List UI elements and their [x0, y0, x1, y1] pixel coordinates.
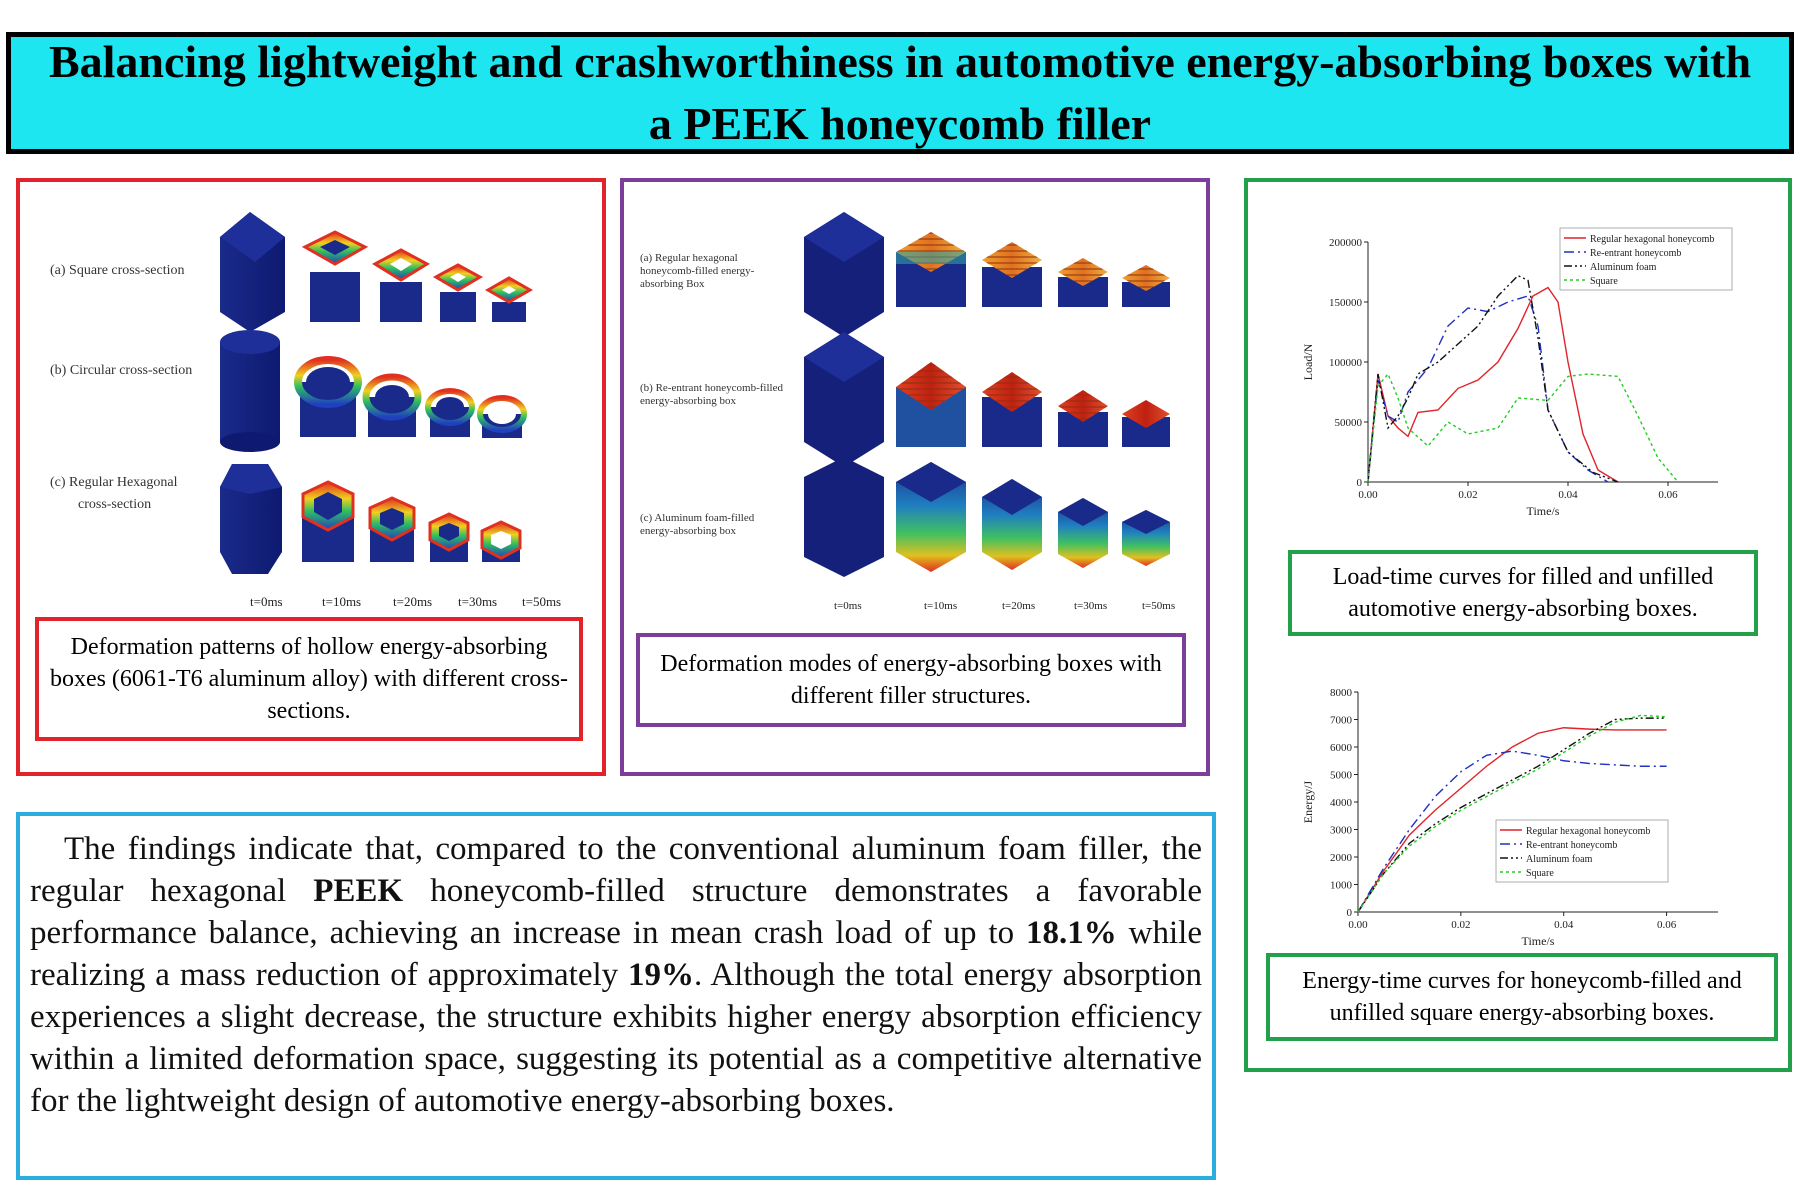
foam-filled-box-t50: [1122, 510, 1170, 566]
hexagonal-box-t20: [370, 498, 414, 562]
y-axis-label: Energy/J: [1301, 780, 1315, 824]
time-label-30: t=30ms: [1074, 600, 1108, 612]
filled-boxes-figure: [804, 212, 1204, 612]
panel2-caption-text: Deformation modes of energy-absorbing boxes with different filler structures.: [660, 651, 1162, 709]
summary-text-box: [16, 812, 1216, 1180]
reentrant-filled-box-t50: [1122, 400, 1170, 447]
foam-filled-box-t30: [1058, 498, 1108, 568]
y-axis-label: Load/N: [1301, 343, 1315, 381]
row-label-square: (a) Square cross-section: [50, 263, 185, 278]
series-line-3: [1358, 715, 1667, 912]
x-tick-label: 0.04: [1558, 489, 1578, 501]
load-time-chart: [1298, 222, 1738, 522]
foam-filled-box-t0: [804, 457, 884, 577]
circular-box-t20: [366, 377, 418, 437]
time-label-20: t=20ms: [1002, 600, 1036, 612]
time-label-50: t=50ms: [522, 594, 562, 609]
y-tick-label: 7000: [1330, 714, 1352, 727]
hex-filled-box-t50: [1122, 265, 1170, 307]
summary-bold-mass: 19%: [628, 957, 695, 993]
reentrant-filled-box-t10: [896, 362, 966, 447]
title-banner: [6, 32, 1794, 154]
summary-bold-peek: PEEK: [313, 873, 404, 909]
time-label-0: t=0ms: [834, 600, 862, 612]
y-tick-label: 5000: [1330, 769, 1352, 782]
summary-part-4: . Although the total energy absorption experiences a slight decrease, the structure exhibits higher energy absorption efficiency within a limited deformation space, suggesting its potential as a competitive alternative for the lightweight design of automotive energy-absorbing boxes.: [30, 957, 1202, 1119]
series-line-1: [1368, 296, 1608, 482]
row-label-hex-filled: (a) Regular hexagonal honeycomb-filled energy-absorbing Box: [640, 252, 755, 290]
x-tick-label: 0.00: [1358, 489, 1378, 501]
y-tick-label: 100000: [1329, 357, 1362, 369]
legend-label: Square: [1526, 868, 1554, 879]
x-tick-label: 0.06: [1656, 919, 1677, 931]
x-axis-label: Time/s: [1526, 504, 1560, 518]
y-tick-label: 3000: [1330, 824, 1352, 837]
chart1-caption-text: Load-time curves for filled and unfilled automotive energy-absorbing boxes.: [1332, 564, 1714, 622]
summary-part-2: honeycomb-filled structure demonstrates a favorable performance balance, achieving an increase in mean crash load of up to: [30, 873, 1202, 951]
hexagonal-box-t0: [220, 464, 282, 574]
row-label-reentrant-filled: (b) Re-entrant honeycomb-filled energy-absorbing box: [640, 382, 783, 407]
circular-box-t50: [480, 398, 524, 438]
y-tick-label: 1000: [1330, 879, 1352, 892]
chart2-caption-text: Energy-time curves for honeycomb-filled and unfilled square energy-absorbing boxes.: [1302, 968, 1742, 1026]
x-tick-label: 0.02: [1458, 489, 1478, 501]
square-box-t0: [220, 212, 285, 332]
y-tick-label: 8000: [1330, 687, 1352, 699]
time-label-0: t=0ms: [250, 594, 283, 609]
x-tick-label: 0.04: [1554, 919, 1574, 931]
hexagonal-box-t10: [302, 482, 354, 562]
reentrant-filled-box-t0: [804, 332, 884, 467]
legend-label: Re-entrant honeycomb: [1526, 840, 1618, 851]
legend-label: Aluminum foam: [1590, 262, 1657, 273]
circular-box-t30: [428, 391, 472, 437]
chart2-caption: [1266, 953, 1778, 1041]
chart1-caption: [1288, 550, 1758, 636]
series-line-3: [1368, 374, 1678, 482]
square-box-t50: [488, 278, 530, 322]
x-tick-label: 0.00: [1348, 919, 1368, 931]
legend-label: Square: [1590, 276, 1618, 287]
y-tick-label: 6000: [1330, 742, 1352, 754]
square-box-t20: [375, 250, 427, 322]
panel2-caption: [636, 633, 1186, 727]
legend-label: Re-entrant honeycomb: [1590, 248, 1682, 259]
foam-filled-box-t20: [982, 479, 1042, 570]
y-tick-label: 0: [1346, 907, 1352, 919]
y-tick-label: 200000: [1329, 237, 1362, 249]
y-tick-label: 2000: [1330, 852, 1352, 864]
summary-part-3: while realizing a mass reduction of approximately: [30, 915, 1202, 993]
series-line-0: [1368, 288, 1618, 482]
legend-label: Regular hexagonal honeycomb: [1590, 234, 1715, 245]
energy-time-chart: [1298, 672, 1738, 952]
summary-part-1: The findings indicate that, compared to the conventional aluminum foam filler, the regular hexagonal: [30, 831, 1202, 909]
series-line-2: [1368, 276, 1618, 482]
row-label-hexagonal-line2: cross-section: [78, 497, 152, 512]
time-label-10: t=10ms: [924, 600, 958, 612]
poster-title: Balancing lightweight and crashworthiness in automotive energy-absorbing boxes with a PEEK honeycomb filler: [48, 36, 1752, 149]
circular-box-t0: [220, 330, 280, 452]
circular-box-t10: [298, 360, 358, 437]
panel1-caption-text: Deformation patterns of hollow energy-absorbing boxes (6061-T6 aluminum alloy) with different cross-sections.: [49, 634, 569, 724]
reentrant-filled-box-t20: [982, 372, 1042, 447]
foam-filled-box-t10: [896, 462, 966, 572]
reentrant-filled-box-t30: [1058, 390, 1108, 447]
x-tick-label: 0.02: [1451, 919, 1471, 931]
hex-filled-box-t10: [896, 232, 966, 307]
time-label-10: t=10ms: [322, 594, 362, 609]
hollow-boxes-figure: [220, 202, 600, 602]
y-tick-label: 150000: [1329, 297, 1362, 309]
time-label-50: t=50ms: [1142, 600, 1176, 612]
x-axis-label: Time/s: [1521, 934, 1555, 948]
y-tick-label: 4000: [1330, 797, 1352, 809]
hexagonal-box-t50: [482, 522, 520, 562]
row-label-circular: (b) Circular cross-section: [50, 363, 193, 378]
hex-filled-box-t0: [804, 212, 884, 337]
hex-filled-box-t20: [982, 242, 1042, 307]
hexagonal-box-t30: [430, 514, 468, 562]
time-label-20: t=20ms: [393, 594, 433, 609]
panel1-caption: [35, 617, 583, 741]
row-label-foam-filled: (c) Aluminum foam-filled energy-absorbing box: [640, 512, 755, 537]
summary-bold-load: 18.1%: [1026, 915, 1117, 951]
x-tick-label: 0.06: [1658, 489, 1678, 501]
hex-filled-box-t30: [1058, 258, 1108, 307]
row-label-hexagonal: (c) Regular Hexagonal: [50, 475, 178, 490]
square-box-t30: [436, 265, 480, 322]
square-box-t10: [305, 232, 365, 322]
legend-label: Regular hexagonal honeycomb: [1526, 826, 1651, 837]
y-tick-label: 0: [1356, 477, 1362, 489]
legend-label: Aluminum foam: [1526, 854, 1593, 865]
time-label-30: t=30ms: [458, 594, 498, 609]
y-tick-label: 50000: [1334, 417, 1362, 429]
